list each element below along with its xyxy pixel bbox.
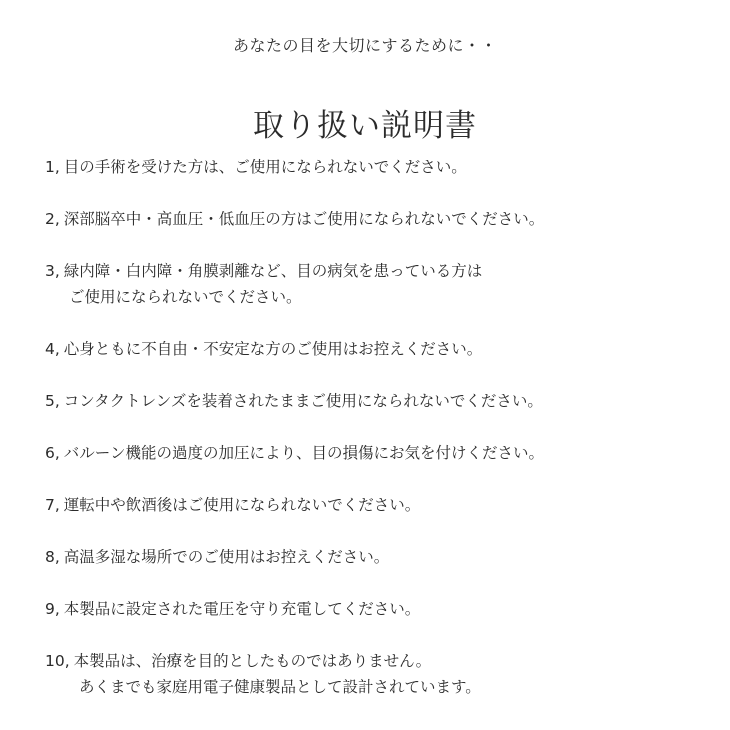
item-number: 2, [45, 210, 60, 228]
item-text: バルーン機能の過度の加圧により、目の損傷にお気を付けください。 [63, 444, 544, 462]
item-text: 目の手術を受けた方は、ご使用になられないでください。 [63, 158, 467, 176]
page-subtitle: あなたの目を大切にするために・・ [232, 36, 497, 55]
item-text: 本製品に設定された電圧を守り充電してください。 [63, 600, 421, 618]
item-text-continued: ご使用になられないでください。 [69, 288, 302, 306]
list-item [45, 206, 705, 258]
list-item [45, 492, 705, 544]
item-number: 6, [45, 444, 60, 462]
item-number: 8, [45, 548, 60, 566]
item-text: 本製品は、治療を目的としたものではありません。 [73, 652, 432, 670]
item-text: 高温多湿な場所でのご使用はお控えください。 [63, 548, 390, 566]
list-item [45, 154, 705, 206]
item-text: 運転中や飲酒後はご使用になられないでください。 [63, 496, 421, 514]
list-item [45, 648, 705, 726]
item-text: 深部脳卒中・高血圧・低血圧の方はご使用になられないでください。 [63, 210, 545, 228]
item-number: 4, [45, 340, 60, 358]
item-number: 5, [45, 392, 60, 410]
list-item [45, 440, 705, 492]
item-text: コンタクトレンズを装着されたままご使用になられないでください。 [63, 392, 543, 410]
item-number: 1, [45, 158, 60, 176]
item-text: 緑内障・白内障・角膜剥離など、目の病気を患っている方は [63, 262, 483, 280]
page-title: 取り扱い説明書 [253, 107, 477, 144]
item-number: 10, [45, 652, 70, 670]
list-item [45, 388, 705, 440]
item-text-continued: あくまでも家庭用電子健康製品として設計されています。 [79, 678, 481, 696]
item-number: 3, [45, 262, 60, 280]
item-text: 心身ともに不自由・不安定な方のご使用はお控えください。 [63, 340, 483, 358]
list-item [45, 258, 705, 336]
item-number: 7, [45, 496, 60, 514]
list-item [45, 336, 705, 388]
list-item [45, 596, 705, 648]
list-item [45, 544, 705, 596]
instruction-list [45, 154, 705, 726]
item-number: 9, [45, 600, 60, 618]
